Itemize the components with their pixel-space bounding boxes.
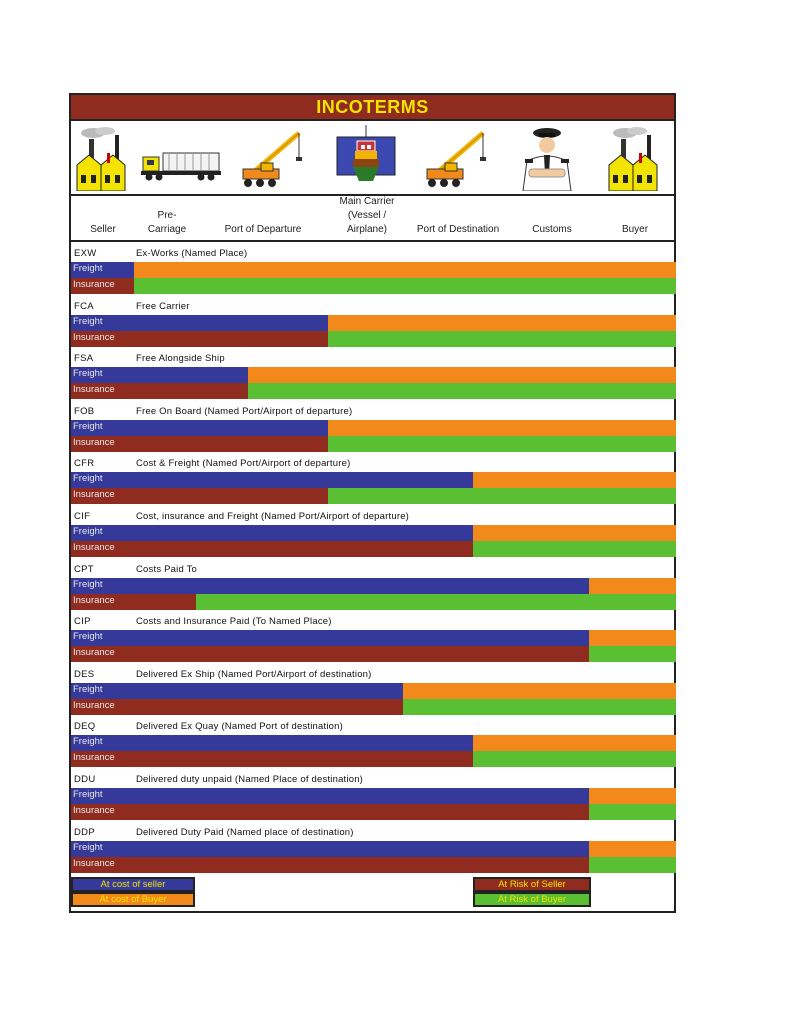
- freight-bar: [71, 841, 676, 857]
- insurance-buyer-segment: [196, 594, 676, 610]
- freight-bar: [71, 472, 676, 488]
- incoterm-code: CIF: [74, 511, 91, 522]
- freight-bar: [71, 578, 676, 594]
- freight-row-label: Freight: [73, 736, 103, 748]
- freight-buyer-segment: [328, 420, 676, 436]
- insurance-bar: [71, 699, 676, 715]
- column-header-main-carrier: Main Carrier (Vessel / Airplane): [339, 196, 395, 235]
- incoterm-row-exw: [71, 246, 674, 299]
- freight-seller-segment: [71, 630, 589, 646]
- insurance-buyer-segment: [248, 383, 676, 399]
- title-bar: [71, 95, 674, 121]
- incoterm-name: Delivered Ex Ship (Named Port/Airport of destination): [136, 668, 372, 680]
- incoterm-code: DEQ: [74, 721, 96, 733]
- insurance-row-label: Insurance: [73, 699, 115, 711]
- insurance-buyer-segment: [328, 436, 676, 452]
- insurance-row-label: Insurance: [73, 279, 115, 290]
- insurance-buyer-segment: [473, 751, 676, 767]
- legend-risk-buyer-label: At Risk of Buyer: [497, 894, 567, 905]
- freight-bar: [71, 735, 676, 751]
- insurance-seller-segment: [71, 857, 589, 873]
- freight-row-label: Freight: [73, 315, 103, 327]
- freight-buyer-segment: [589, 788, 676, 804]
- column-header-pre-carriage: Pre- Carriage: [147, 210, 187, 235]
- insurance-row-label: Insurance: [73, 542, 115, 553]
- freight-bar: [71, 788, 676, 804]
- freight-row-label: Freight: [73, 841, 103, 853]
- freight-row-label: Freight: [73, 631, 103, 643]
- column-header-port-of-departure: Port of Departure: [224, 224, 302, 235]
- freight-row-label: Freight: [73, 683, 103, 695]
- incoterm-code: FCA: [74, 300, 94, 312]
- factory-icon: [607, 125, 663, 191]
- incoterm-name: Costs Paid To: [136, 563, 198, 575]
- incoterms-sheet: [69, 93, 676, 913]
- insurance-buyer-segment: [403, 699, 676, 715]
- incoterm-row-deq: [71, 719, 674, 772]
- freight-row-label: Freight: [73, 473, 103, 485]
- insurance-buyer-segment: [328, 331, 676, 347]
- truck-icon: [139, 125, 221, 191]
- insurance-seller-segment: [71, 646, 589, 662]
- ship-icon: [335, 125, 397, 191]
- incoterm-row-cfr: [71, 456, 674, 509]
- insurance-buyer-segment: [328, 488, 676, 504]
- customs-officer-icon: [515, 125, 579, 191]
- incoterm-name: Cost & Freight (Named Port/Airport of departure): [136, 458, 351, 470]
- icon-row: [71, 121, 674, 196]
- insurance-buyer-segment: [589, 804, 676, 820]
- incoterm-row-ddp: [71, 825, 674, 878]
- column-header-row: [71, 196, 674, 242]
- insurance-bar: [71, 331, 676, 347]
- insurance-buyer-segment: [589, 646, 676, 662]
- incoterm-row-des: [71, 667, 674, 720]
- incoterm-row-ddu: [71, 772, 674, 825]
- insurance-row-label: Insurance: [73, 752, 115, 764]
- legend-risk-seller-label: At Risk of Seller: [498, 879, 566, 890]
- insurance-bar: [71, 278, 676, 294]
- legend-risk-seller: [473, 877, 591, 892]
- insurance-buyer-segment: [589, 857, 676, 873]
- freight-row-label: Freight: [73, 789, 103, 800]
- freight-bar: [71, 630, 676, 646]
- insurance-buyer-segment: [134, 278, 676, 294]
- freight-bar: [71, 262, 676, 278]
- freight-bar: [71, 315, 676, 331]
- incoterm-name: Delivered duty unpaid (Named Place of destination): [136, 774, 364, 785]
- freight-buyer-segment: [473, 525, 676, 541]
- insurance-row-label: Insurance: [73, 805, 115, 816]
- freight-buyer-segment: [589, 630, 676, 646]
- freight-seller-segment: [71, 735, 473, 751]
- freight-buyer-segment: [134, 262, 676, 278]
- incoterm-row-fob: [71, 404, 674, 457]
- freight-seller-segment: [71, 472, 473, 488]
- freight-buyer-segment: [589, 578, 676, 594]
- freight-bar: [71, 367, 676, 383]
- insurance-seller-segment: [71, 804, 589, 820]
- incoterm-row-cpt: [71, 562, 674, 615]
- insurance-bar: [71, 646, 676, 662]
- insurance-bar: [71, 751, 676, 767]
- freight-bar: [71, 525, 676, 541]
- incoterm-row-cif: [71, 509, 674, 562]
- freight-buyer-segment: [248, 367, 676, 383]
- insurance-seller-segment: [71, 751, 473, 767]
- crane-icon: [423, 125, 489, 191]
- insurance-bar: [71, 541, 676, 557]
- insurance-seller-segment: [71, 699, 403, 715]
- incoterm-code: DDU: [74, 774, 96, 785]
- freight-seller-segment: [71, 525, 473, 541]
- factory-icon: [75, 125, 131, 191]
- freight-row-label: Freight: [73, 263, 103, 274]
- legend-cost-buyer-label: At cost of Buyer: [99, 894, 167, 905]
- legend-cost-buyer: [71, 892, 195, 907]
- freight-buyer-segment: [403, 683, 676, 699]
- freight-buyer-segment: [473, 472, 676, 488]
- freight-buyer-segment: [589, 841, 676, 857]
- insurance-row-label: Insurance: [73, 647, 115, 659]
- freight-row-label: Freight: [73, 420, 103, 432]
- page-title: INCOTERMS: [316, 96, 429, 117]
- incoterm-code: CFR: [74, 458, 95, 470]
- freight-row-label: Freight: [73, 368, 103, 380]
- freight-bar: [71, 420, 676, 436]
- incoterm-name: Cost, insurance and Freight (Named Port/Airport of departure): [136, 511, 410, 522]
- incoterm-code: DDP: [74, 826, 95, 838]
- incoterm-name: Free Carrier: [136, 300, 190, 312]
- insurance-row-label: Insurance: [73, 331, 115, 343]
- freight-row-label: Freight: [73, 578, 103, 590]
- incoterm-name: Delivered Ex Quay (Named Port of destination): [136, 721, 344, 733]
- freight-seller-segment: [71, 578, 589, 594]
- column-header-buyer: Buyer: [621, 224, 649, 235]
- column-header-seller: Seller: [90, 224, 116, 235]
- incoterm-code: DES: [74, 668, 95, 680]
- insurance-row-label: Insurance: [73, 594, 115, 606]
- freight-bar: [71, 683, 676, 699]
- freight-seller-segment: [71, 683, 403, 699]
- crane-icon: [239, 125, 305, 191]
- incoterm-name: Free Alongside Ship: [136, 353, 225, 365]
- freight-seller-segment: [71, 841, 589, 857]
- insurance-bar: [71, 436, 676, 452]
- freight-seller-segment: [71, 315, 328, 331]
- incoterm-row-fsa: [71, 351, 674, 404]
- incoterm-name: Free On Board (Named Port/Airport of departure): [136, 405, 353, 417]
- incoterm-row-fca: [71, 299, 674, 352]
- insurance-bar: [71, 857, 676, 873]
- insurance-row-label: Insurance: [73, 436, 115, 448]
- column-header-customs: Customs: [532, 224, 572, 235]
- insurance-row-label: Insurance: [73, 857, 115, 869]
- legend-cost-seller: [71, 877, 195, 892]
- freight-buyer-segment: [473, 735, 676, 751]
- freight-buyer-segment: [328, 315, 676, 331]
- incoterm-code: FOB: [74, 405, 95, 417]
- incoterm-code: FSA: [74, 353, 94, 365]
- legend-cost-seller-label: At cost of seller: [100, 879, 166, 890]
- incoterm-code: CPT: [74, 563, 94, 575]
- insurance-bar: [71, 488, 676, 504]
- insurance-bar: [71, 804, 676, 820]
- incoterm-row-cip: [71, 614, 674, 667]
- incoterm-name: Costs and Insurance Paid (To Named Place): [136, 616, 332, 628]
- insurance-row-label: Insurance: [73, 489, 115, 501]
- column-header-port-of-destination: Port of Destination: [416, 224, 500, 235]
- incoterm-code: EXW: [74, 248, 97, 259]
- insurance-buyer-segment: [473, 541, 676, 557]
- legend-risk-buyer: [473, 892, 591, 907]
- freight-seller-segment: [71, 420, 328, 436]
- insurance-row-label: Insurance: [73, 384, 115, 396]
- incoterm-name: Delivered Duty Paid (Named place of destination): [136, 826, 354, 838]
- freight-row-label: Freight: [73, 526, 103, 537]
- incoterm-name: Ex-Works (Named Place): [136, 248, 248, 259]
- insurance-seller-segment: [71, 541, 473, 557]
- insurance-bar: [71, 383, 676, 399]
- insurance-bar: [71, 594, 676, 610]
- freight-seller-segment: [71, 788, 589, 804]
- incoterm-code: CIP: [74, 616, 91, 628]
